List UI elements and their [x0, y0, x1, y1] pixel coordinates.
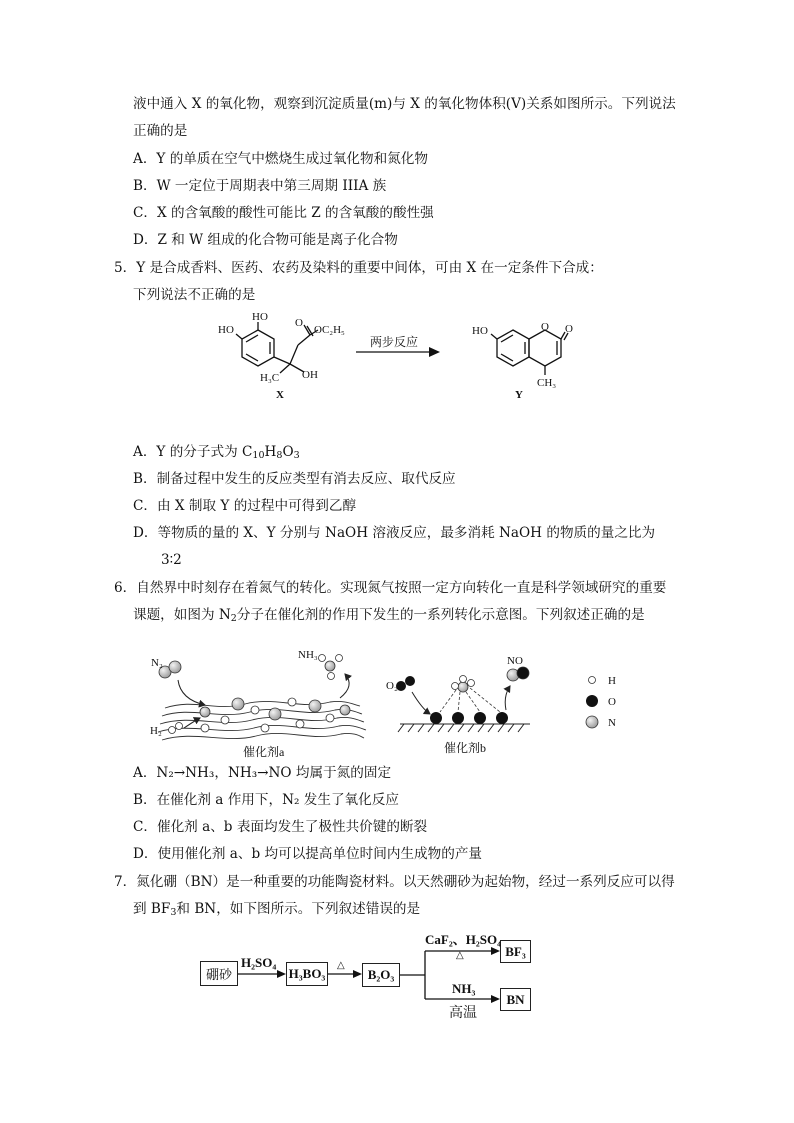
- q4-option-c: C．X 的含氧酸的酸性可能比 Z 的含氧酸的酸性强: [133, 205, 434, 221]
- y-carbonyl-o: O: [565, 323, 573, 335]
- catalyst-b-o-atoms: [430, 712, 508, 724]
- q5-option-d: D．等物质的量的 X、Y 分别与 NaOH 溶液反应，最多消耗 NaOH 的物质的量之比为: [133, 525, 656, 541]
- h2-molecule: [169, 723, 183, 734]
- q4-intro-line2: 正确的是: [133, 123, 188, 139]
- flow-heat-2: △: [456, 950, 464, 961]
- x-oh: OH: [302, 369, 318, 381]
- q4-option-a: A．Y 的单质在空气中燃烧生成过氧化物和氮化物: [133, 151, 428, 167]
- label-catalyst-b: 催化剂b: [444, 741, 487, 755]
- x-ester: OC₂H₅: [314, 324, 345, 336]
- q6-option-c: C．催化剂 a、b 表面均发生了极性共价键的断裂: [133, 819, 428, 835]
- legend-h: H: [608, 675, 616, 687]
- x-ho-top: HO: [252, 311, 268, 323]
- q5-option-d-cont: 3∶2: [161, 552, 182, 568]
- q4-option-d: D．Z 和 W 组成的化合物可能是离子化合物: [133, 232, 398, 248]
- label-nh3: NH₃: [298, 649, 318, 661]
- x-carbonyl-o: O: [295, 317, 303, 329]
- x-methyl: H₃C: [260, 372, 280, 384]
- label-n2: N₂: [151, 657, 163, 669]
- q5-option-b: B．制备过程中发生的反应类型有消去反应、取代反应: [133, 471, 456, 487]
- q5-stem-line1: 5．Y 是合成香料、医药、农药及染料的重要中间体，可由 X 在一定条件下合成：: [114, 260, 603, 276]
- flow-box-borax: 硼砂: [200, 961, 238, 986]
- y-methyl: CH₃: [537, 377, 557, 389]
- y-lactone-ring: [529, 330, 561, 366]
- q6-stem-line1: 6．自然界中时刻存在着氮气的转化。实现氮气按照一定方向转化一直是科学领域研究的重要: [114, 580, 667, 596]
- y-ho: HO: [472, 325, 488, 337]
- flow-box-bf3: BF₃: [500, 940, 531, 963]
- q7-flow-arrows: [0, 920, 794, 1030]
- flow-reagent-h2so4: H₂SO₄: [241, 955, 277, 970]
- q5-stem-line2: 下列说法不正确的是: [133, 287, 256, 303]
- o2-molecule: [396, 676, 415, 691]
- q4-option-b: B．W 一定位于周期表中第三周期 IIIA 族: [133, 178, 387, 194]
- atom-legend: [586, 677, 598, 729]
- label-o2: O₂: [386, 680, 398, 692]
- legend-o: O: [608, 696, 616, 708]
- q4-intro-line1: 液中通入 X 的氧化物，观察到沉淀质量(m)与 X 的氧化物体积(V)关系如图所示。下列说法: [133, 96, 676, 112]
- q7-stem-line1: 7．氮化硼（BN）是一种重要的功能陶瓷材料。以天然硼砂为起始物，经过一系列反应可以得: [114, 874, 675, 890]
- q6-stem-line2: 课题，如图为 $N_2$分子在催化剂的作用下发生的一系列转化示意图。下列叙述正确的是: [133, 607, 645, 624]
- label-h2: H₂: [150, 725, 162, 737]
- arrow-condition: 两步反应: [370, 335, 419, 349]
- flow-box-b2o3: B₂O₃: [362, 963, 400, 987]
- catalyst-b-surface: [398, 724, 530, 732]
- q5-reaction-scheme: [0, 0, 794, 420]
- flow-heat-1: △: [337, 960, 345, 971]
- nh3-molecule: [319, 655, 343, 680]
- label-no: NO: [507, 655, 523, 667]
- flow-cond-high-temp: 高温: [449, 1005, 477, 1021]
- q6-option-a: A．N₂→NH₃，NH₃→NO 均属于氮的固定: [133, 765, 392, 781]
- ammonia-on-b: [452, 676, 475, 693]
- catalyst-a-surface: [158, 701, 366, 740]
- legend-n: N: [608, 717, 616, 729]
- flow-reagent-caf2: CaF₂、H₂SO₄: [425, 932, 501, 947]
- label-catalyst-a: 催化剂a: [243, 745, 285, 759]
- q6-option-b: B．在催化剂 a 作用下，N₂ 发生了氧化反应: [133, 792, 399, 808]
- reactant-label: X: [276, 389, 284, 401]
- q5-option-a: A．Y 的分子式为 $C_{10}H_8O_3$: [133, 444, 300, 461]
- q6-catalysis-figure: [0, 640, 794, 765]
- catalyst-a-atoms: [200, 698, 350, 732]
- flow-box-h3bo3: H₃BO₃: [286, 962, 328, 986]
- x-ho-left: HO: [218, 324, 234, 336]
- no-molecule: [507, 667, 529, 681]
- q5-option-c: C．由 X 制取 Y 的过程中可得到乙醇: [133, 498, 357, 514]
- q7-stem-line2: 到 $BF_3$和 BN，如下图所示。下列叙述错误的是: [133, 901, 421, 918]
- product-label: Y: [515, 389, 523, 401]
- q6-option-d: D．使用催化剂 a、b 均可以提高单位时间内生成物的产量: [133, 846, 483, 862]
- flow-reagent-nh3: NH₃: [452, 981, 476, 996]
- y-ring-o: O: [541, 321, 549, 333]
- flow-box-bn: BN: [500, 988, 531, 1011]
